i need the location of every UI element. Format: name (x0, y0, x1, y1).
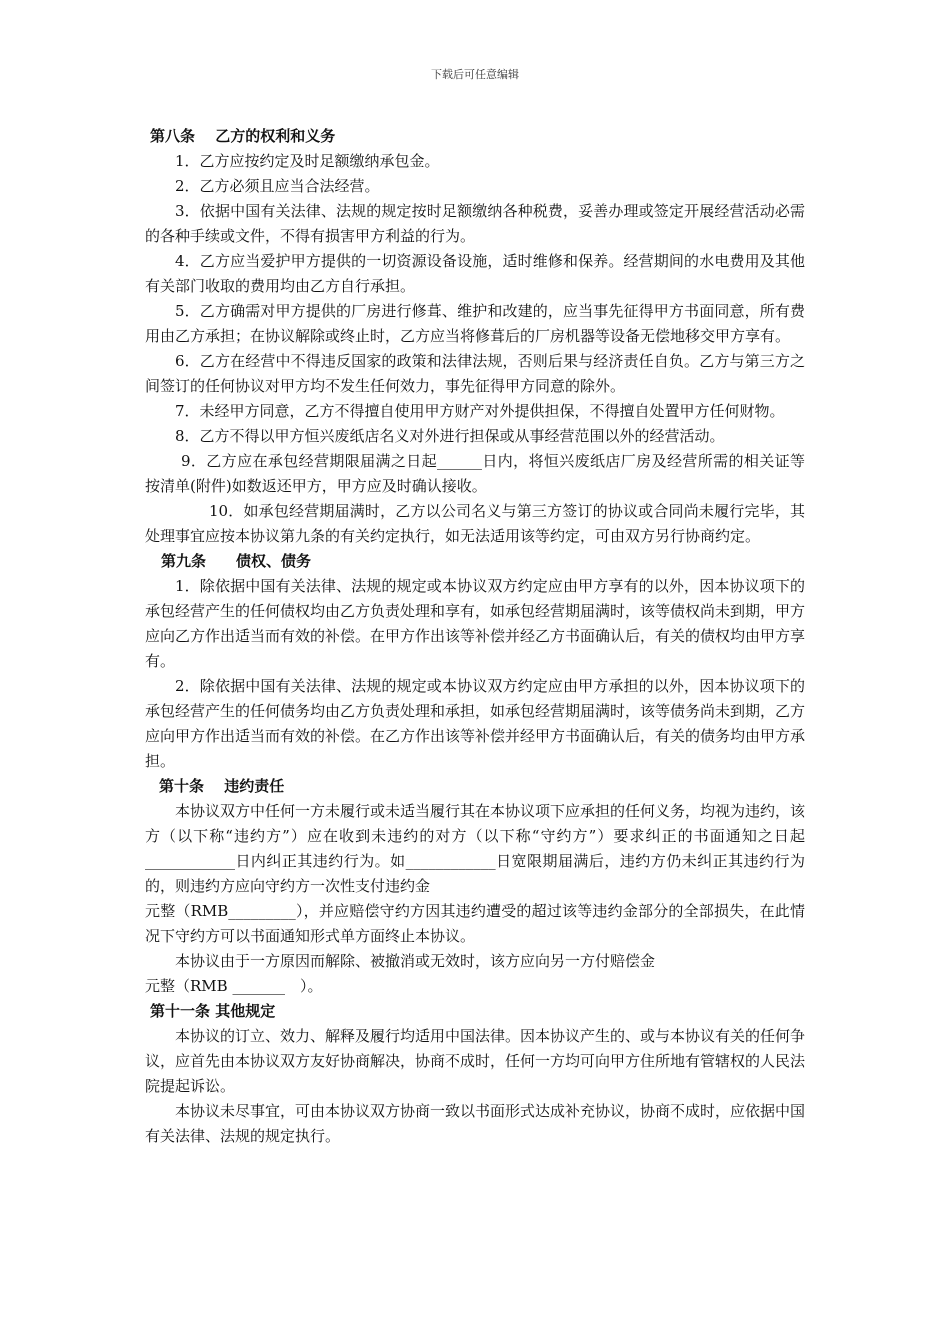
section-heading: 第八条 乙方的权利和义务 (150, 127, 336, 145)
paragraph: 本协议的订立、效力、解释及履行均适用中国法律。因本协议产生的、或与本协议有关的任何争议，应首先由本协议双方友好协商解决，协商不成时，任何一方均可向甲方住所地有管辖权的人民法院提起诉讼。 (145, 1027, 806, 1095)
paragraph: 8．乙方不得以甲方恒兴废纸店名义对外进行担保或从事经营范围以外的经营活动。 (175, 427, 725, 445)
paragraph: 本协议双方中任何一方未履行或未适当履行其在本协议项下应承担的任何义务，均视为违约，该方（以下称“违约方”）应在收到未违约的对方（以下称“守约方”）要求纠正的书面通知之日起____________日内纠正其违约行为。如____________日宽限期届满后，违约方仍未纠正其违约行为的，则违约方应向守约方一次性支付违约金 (145, 802, 806, 895)
paragraph: 9．乙方应在承包经营期限届满之日起______日内，将恒兴废纸店厂房及经营所需的相关证等按清单(附件)如数返还甲方，甲方应及时确认接收。 (145, 452, 805, 495)
section-heading: 第九条 债权、债务 (161, 552, 312, 570)
paragraph: 1．乙方应按约定及时足额缴纳承包金。 (175, 152, 440, 170)
paragraph: 7．未经甲方同意，乙方不得擅自使用甲方财产对外提供担保，不得擅自处置甲方任何财物。 (175, 402, 785, 420)
section-heading: 第十条 违约责任 (159, 777, 285, 795)
paragraph: 10．如承包经营期届满时，乙方以公司名义与第三方签订的协议或合同尚未履行完毕，其处理事宜应按本协议第九条的有关约定执行，如无法适用该等约定，可由双方另行协商约定。 (145, 502, 805, 545)
section-heading: 第十一条 其他规定 (150, 1002, 276, 1020)
paragraph: 2．乙方必须且应当合法经营。 (175, 177, 380, 195)
paragraph: 本协议由于一方原因而解除、被撤消或无效时，该方应向另一方付赔偿金 (175, 952, 656, 970)
paragraph: 6．乙方在经营中不得违反国家的政策和法律法规，否则后果与经济责任自负。乙方与第三方之间签订的任何协议对甲方均不发生任何效力，事先征得甲方同意的除外。 (145, 352, 805, 395)
paragraph: 1．除依据中国有关法律、法规的规定或本协议双方约定应由甲方享有的以外，因本协议项下的承包经营产生的任何债权均由乙方负责处理和享有，如承包经营期届满时，该等债权尚未到期，甲方应向乙方作出适当而有效的补偿。在甲方作出该等补偿并经乙方书面确认后，有关的债权均由甲方享有。 (145, 577, 806, 670)
document-body (145, 124, 805, 1149)
paragraph: 本协议未尽事宜，可由本协议双方协商一致以书面形式达成补充协议，协商不成时，应依据中国有关法律、法规的规定执行。 (145, 1102, 806, 1145)
paragraph: 4．乙方应当爱护甲方提供的一切资源设备设施，适时维修和保养。经营期间的水电费用及其他有关部门收取的费用均由乙方自行承担。 (145, 252, 805, 295)
page-header: 下载后可任意编辑 (431, 68, 519, 81)
paragraph: 元整（RMB_________），并应赔偿守约方因其违约遭受的超过该等违约金部分的全部损失，在此情况下守约方可以书面通知形式单方面终止本协议。 (145, 902, 805, 945)
paragraph: 2．除依据中国有关法律、法规的规定或本协议双方约定应由甲方承担的以外，因本协议项下的承包经营产生的任何债务均由乙方负责处理和承担，如承包经营期届满时，该等债务尚未到期，乙方应向甲方作出适当而有效的补偿。在乙方作出该等补偿并经甲方书面确认后，有关的债务均由甲方承担。 (145, 677, 806, 770)
paragraph: 3．依据中国有关法律、法规的规定按时足额缴纳各种税费，妥善办理或签定开展经营活动必需的各种手续或文件，不得有损害甲方利益的行为。 (145, 202, 805, 245)
paragraph: 元整（RMB _______ ）。 (145, 977, 323, 995)
paragraph: 5．乙方确需对甲方提供的厂房进行修葺、维护和改建的，应当事先征得甲方书面同意，所有费用由乙方承担；在协议解除或终止时，乙方应当将修葺后的厂房机器等设备无偿地移交甲方享有。 (145, 302, 805, 345)
